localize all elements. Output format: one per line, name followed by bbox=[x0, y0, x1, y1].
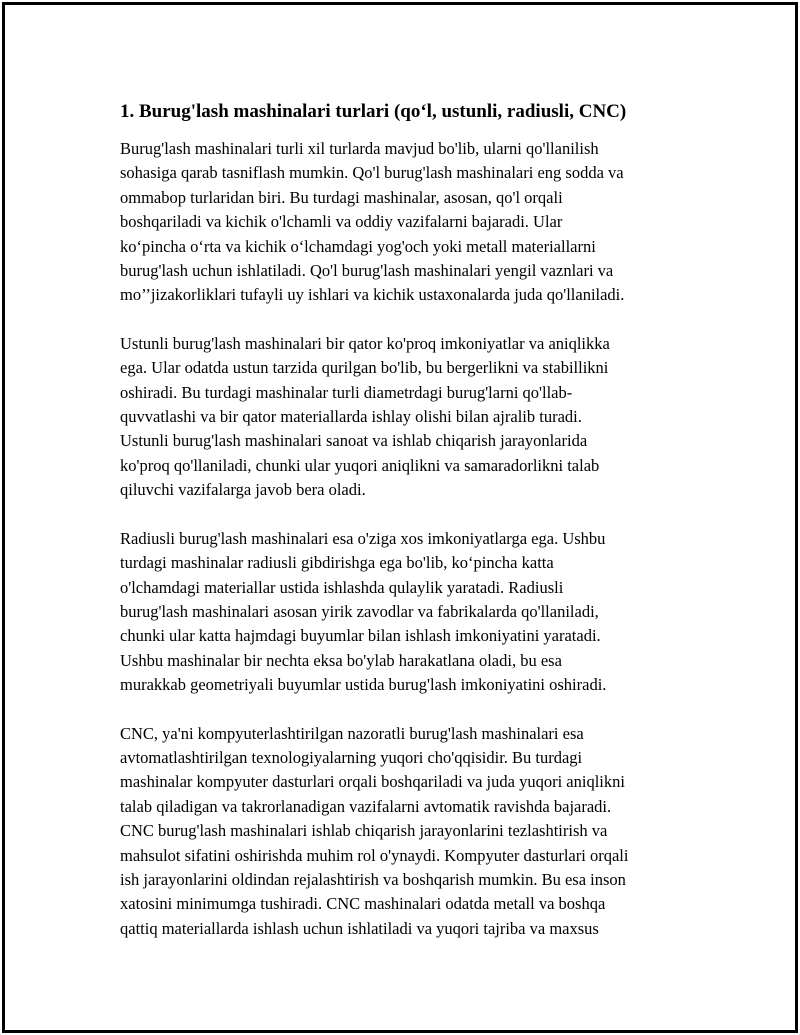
text-line: Burug'lash mashinalari turli xil turlarda mavjud bo'lib, ularni qo'llanilish bbox=[120, 139, 599, 158]
text-line: sohasiga qarab tasniflash mumkin. Qo'l burug'lash mashinalari eng sodda va bbox=[120, 163, 624, 183]
text-line: ish jarayonlarini oldindan rejalashtirish va boshqarish mumkin. Bu esa inson bbox=[120, 869, 626, 889]
text-line: burug'lash uchun ishlatiladi. Qo'l burug'lash mashinalari yengil vaznlari va bbox=[120, 261, 614, 281]
text-line: Ustunli burug'lash mashinalari bir qator ko'proq imkoniyatlar va aniqlikka bbox=[120, 333, 610, 353]
text-line: chunki ular katta hajmdagi buyumlar bilan ishlash imkoniyatini yaratadi. bbox=[120, 626, 601, 646]
paragraph-column-drills bbox=[120, 332, 700, 503]
text-line: Ushbu mashinalar bir nechta eksa bo'ylab harakatlana oladi, bu esa bbox=[120, 650, 562, 670]
text-line: CNC, ya'ni kompyuterlashtirilgan nazoratli burug'lash mashinalari esa bbox=[120, 723, 584, 743]
text-line: turdagi mashinalar radiusli gibdirishga ega bo'lib, ko‘pincha katta bbox=[120, 553, 554, 573]
text-line: talab qiladigan va takrorlanadigan vazifalarni avtomatik ravishda bajaradi. bbox=[120, 796, 612, 816]
text-line: avtomatlashtirilgan texnologiyalarning yuqori cho'qqisidir. Bu turdagi bbox=[120, 747, 583, 767]
text-line: qattiq materiallarda ishlash uchun ishlatiladi va yuqori tajriba va maxsus bbox=[120, 918, 599, 938]
text-line: o'lchamdagi materiallar ustida ishlashda qulaylik yaratadi. Radiusli bbox=[120, 577, 564, 597]
text-line: CNC burug'lash mashinalari ishlab chiqarish jarayonlarini tezlashtirish va bbox=[120, 821, 608, 841]
text-line: mahsulot sifatini oshirishda muhim rol o'ynaydi. Kompyuter dasturlari orqali bbox=[120, 845, 629, 865]
text-line: murakkab geometriyali buyumlar ustida burug'lash imkoniyatini oshiradi. bbox=[120, 675, 607, 695]
text-line: xatosini minimumga tushiradi. CNC mashinalari odatda metall va boshqa bbox=[120, 894, 606, 914]
text-line: oshiradi. Bu turdagi mashinalar turli diametrdagi burug'larni qo'llab- bbox=[120, 382, 573, 402]
paragraph-hand-drills bbox=[120, 137, 700, 308]
text-line: qiluvchi vazifalarga javob bera oladi. bbox=[120, 480, 366, 500]
section-heading: 1. Burug'lash mashinalari turlari (qo‘l, ustunli, radiusli, CNC) bbox=[120, 101, 627, 122]
text-line: boshqariladi va kichik o'lchamli va oddiy vazifalarni bajaradi. Ular bbox=[120, 212, 563, 232]
paragraph-radial-drills bbox=[120, 527, 700, 698]
text-line: quvvatlashi va bir qator materiallarda ishlay olishi bilan ajralib turadi. bbox=[120, 407, 582, 427]
paragraph-cnc-drills bbox=[120, 722, 700, 942]
document-body bbox=[120, 98, 700, 965]
text-line: ega. Ular odatda ustun tarzida qurilgan bo'lib, bu bergerlikni va stabillikni bbox=[120, 358, 609, 378]
text-line: Ustunli burug'lash mashinalari sanoat va ishlab chiqarish jarayonlarida bbox=[120, 431, 588, 451]
text-line: mo’’jizakorliklari tufayli uy ishlari va kichik ustaxonalarda juda qo'llaniladi. bbox=[120, 285, 625, 305]
text-line: ommabop turlaridan biri. Bu turdagi mashinalar, asosan, qo'l orqali bbox=[120, 187, 563, 207]
text-line: ko‘pincha o‘rta va kichik o‘lchamdagi yog'och yoki metall materiallarni bbox=[120, 236, 596, 256]
page-frame bbox=[2, 2, 798, 1033]
text-line: mashinalar kompyuter dasturlari orqali boshqariladi va juda yuqori aniqlikni bbox=[120, 772, 625, 792]
text-line: ko'proq qo'llaniladi, chunki ular yuqori aniqlikni va samaradorlikni talab bbox=[120, 455, 600, 475]
text-line: burug'lash mashinalari asosan yirik zavodlar va fabrikalarda qo'llaniladi, bbox=[120, 601, 599, 621]
text-line: Radiusli burug'lash mashinalari esa o'ziga xos imkoniyatlarga ega. Ushbu bbox=[120, 528, 606, 548]
